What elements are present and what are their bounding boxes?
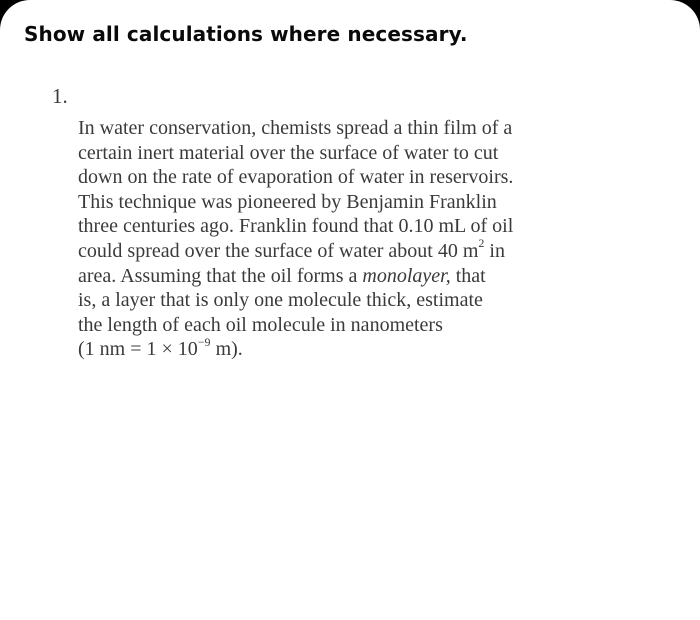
question-line xyxy=(78,334,678,362)
exponent: 2 xyxy=(478,236,485,251)
question-line xyxy=(78,264,678,289)
exponent: −9 xyxy=(197,334,211,349)
page-heading: Show all calculations where necessary. xyxy=(24,22,468,46)
question-line: certain inert material over the surface of water to cut xyxy=(78,141,499,164)
question-line-text: area. Assuming that the oil forms a xyxy=(78,264,363,287)
question-line-text: in xyxy=(484,239,505,262)
question-line xyxy=(78,236,678,264)
question-line-text: (1 nm = 1 × 10 xyxy=(78,338,198,361)
question-line: is, a layer that is only one molecule thick, estimate xyxy=(78,289,483,312)
question-line: This technique was pioneered by Benjamin Franklin xyxy=(78,190,497,213)
question-line: down on the rate of evaporation of water in reservoirs. xyxy=(78,166,514,189)
question-text xyxy=(78,116,678,362)
question-line-text: could spread over the surface of water about 40 m xyxy=(78,239,479,262)
question-line-text: that xyxy=(450,264,486,287)
question-number: 1. xyxy=(52,84,68,108)
question-line: the length of each oil molecule in nanometers xyxy=(78,313,443,336)
italic-term: monolayer, xyxy=(362,264,451,287)
question-line: three centuries ago. Franklin found that 0.10 mL of oil xyxy=(78,215,514,238)
question-line-text: m). xyxy=(210,338,243,361)
question-line: In water conservation, chemists spread a thin film of a xyxy=(78,117,513,139)
